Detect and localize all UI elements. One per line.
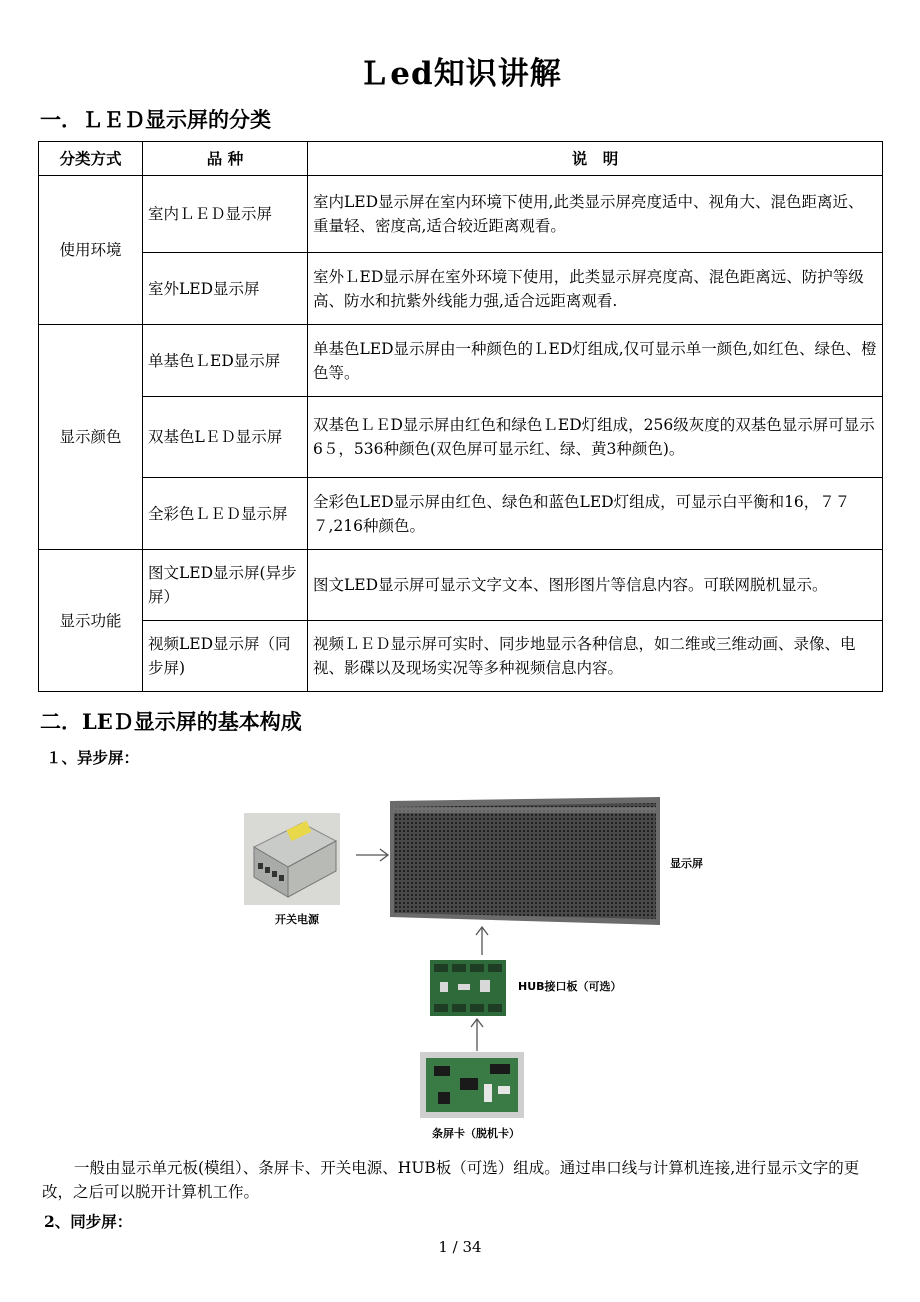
power-supply-label: 开关电源 [275, 913, 319, 926]
led-display-image [390, 797, 660, 925]
composition-paragraph: 一般由显示单元板(模组）、条屏卡、开关电源、HUB板（可选）组成。通过串口线与计算机连接,进行显示文字的更改，之后可以脱开计算机工作。 [42, 1159, 860, 1201]
header-cell: 分类方式 [39, 142, 143, 176]
header-cell: 品 种 [143, 142, 308, 176]
strip-card-label: 条屏卡（脱机卡） [432, 1127, 520, 1140]
table-row [39, 621, 883, 692]
method-cell: 显示颜色 [39, 325, 143, 550]
subheading-async: １、异步屏： [46, 748, 140, 767]
hub-board-label: HUB接口板（可选） [518, 980, 622, 993]
desc-cell: 室外ＬED显示屏在室外环境下使用，此类显示屏亮度高、混色距离远、防护等级高、防水和抗紫外线能力强,适合远距离观看. [308, 253, 883, 325]
table-row [39, 478, 883, 550]
desc-cell: 双基色ＬＥD显示屏由红色和绿色ＬED灯组成，256级灰度的双基色显示屏可显示6５，536种颜色(双色屏可显示红、绿、黄3种颜色)。 [308, 397, 883, 478]
type-cell: 双基色LＥＤ显示屏 [143, 397, 308, 478]
type-cell: 全彩色ＬＥＤ显示屏 [143, 478, 308, 550]
display-label: 显示屏 [670, 857, 703, 870]
desc-cell: 全彩色LED显示屏由红色、绿色和蓝色LED灯组成，可显示白平衡和16，７７７,216种颜色。 [308, 478, 883, 550]
type-cell: 室外LED显示屏 [143, 253, 308, 325]
desc-cell: 视频ＬＥＤ显示屏可实时、同步地显示各种信息，如二维或三维动画、录像、电视、影碟以及现场实况等多种视频信息内容。 [308, 621, 883, 692]
header-cell: 说 明 [308, 142, 883, 176]
type-cell: 单基色ＬED显示屏 [143, 325, 308, 397]
table-header-row [39, 142, 883, 176]
page-title: Ｌed知识讲解 [358, 56, 562, 92]
method-cell: 使用环境 [39, 176, 143, 325]
desc-cell: 图文LED显示屏可显示文字文本、图形图片等信息内容。可联网脱机显示。 [308, 550, 883, 621]
power-supply-image [244, 813, 340, 905]
table-row [39, 397, 883, 478]
table-row [39, 253, 883, 325]
method-cell: 显示功能 [39, 550, 143, 692]
type-cell: 视频LED显示屏（同步屏) [143, 621, 308, 692]
type-cell: 图文LED显示屏(异步屏） [143, 550, 308, 621]
classification-table [38, 141, 883, 692]
hub-board-image [430, 960, 506, 1016]
section-heading-classification: 一．ＬＥＤ显示屏的分类 [40, 107, 271, 132]
arrow-up-icon [475, 926, 489, 956]
subheading-sync: 2、同步屏： [44, 1212, 133, 1231]
desc-cell: 室内LED显示屏在室内环境下使用,此类显示屏亮度适中、视角大、混色距离近、重量轻、密度高,适合较近距离观看。 [308, 176, 883, 253]
table-row [39, 176, 883, 253]
table-row [39, 550, 883, 621]
page-number: 1 / 34 [438, 1238, 482, 1256]
strip-card-image [420, 1052, 524, 1118]
type-cell: 室内ＬＥＤ显示屏 [143, 176, 308, 253]
table-row [39, 325, 883, 397]
desc-cell: 单基色LED显示屏由一种颜色的ＬED灯组成,仅可显示单一颜色,如红色、绿色、橙色等。 [308, 325, 883, 397]
arrow-right-icon [356, 848, 390, 862]
section-heading-composition: 二．LEＤ显示屏的基本构成 [40, 709, 302, 734]
arrow-up-icon [470, 1018, 484, 1052]
